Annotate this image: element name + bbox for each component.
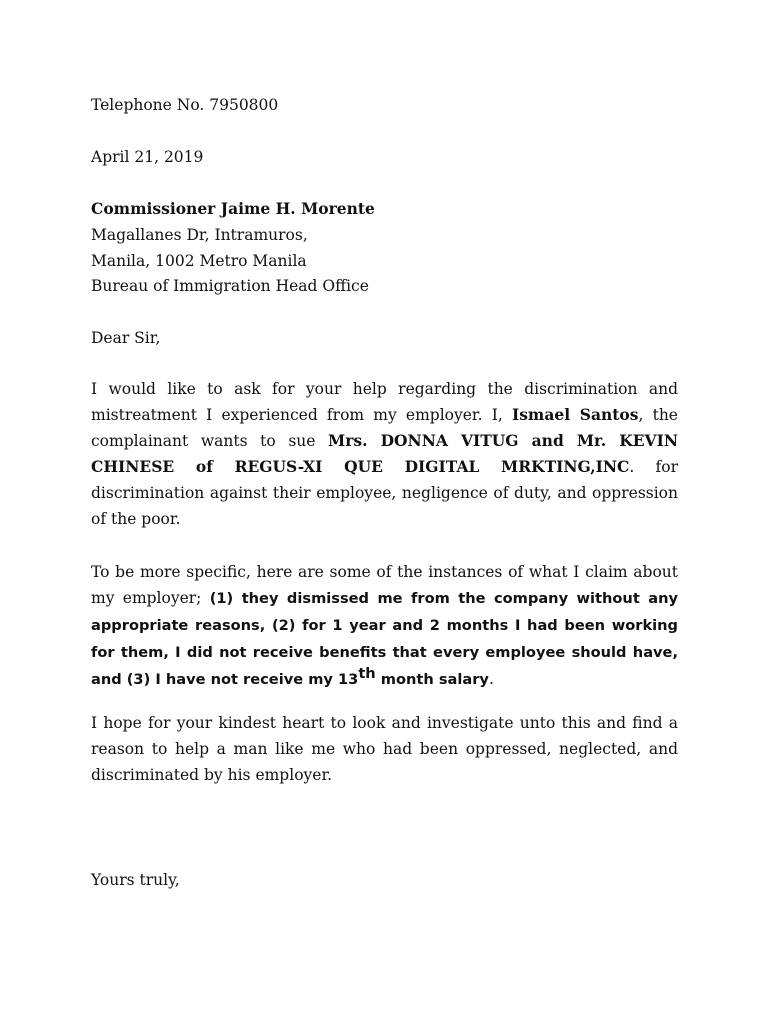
- paragraph-claims-period: .: [488, 670, 494, 688]
- paragraph-complaint-text-2: , the complainant wants to sue: [91, 406, 678, 450]
- ordinal-suffix: th: [358, 664, 376, 682]
- claims-list-end: month salary: [375, 671, 489, 688]
- recipient-address-line1: Magallanes Dr, Intramuros,: [91, 226, 308, 244]
- letter-date: April 21, 2019: [91, 148, 204, 166]
- paragraph-claims: [91, 559, 678, 693]
- paragraph-claims-intro: To be more specific, here are some of the instances of what I claim about my employer;: [91, 563, 678, 607]
- defendants: Mrs. DONNA VITUG and Mr. KEVIN CHINESE of REGUS-XI QUE DIGITAL MRKTING,INC: [91, 431, 678, 476]
- closing: Yours truly,: [91, 871, 180, 889]
- paragraph-complaint-text-3: . for discrimination against their employee, negligence of duty, and oppression of the poor.: [91, 458, 678, 528]
- paragraph-complaint: [91, 376, 678, 532]
- paragraph-complaint-text-1: I would like to ask for your help regarding the discrimination and mistreatment I experienced from my employer. I,: [91, 380, 678, 424]
- recipient-name: Commissioner Jaime H. Morente: [91, 199, 375, 218]
- recipient-address-line2: Manila, 1002 Metro Manila: [91, 252, 307, 270]
- salutation: Dear Sir,: [91, 329, 161, 347]
- complainant-name: Ismael Santos: [511, 405, 639, 424]
- claims-list: (1) they dismissed me from the company without any appropriate reasons, (2) for 1 year and 2 months I had been working for them, I did not receive benefits that every employee should have, and (3) I have not receive my 13: [91, 590, 679, 688]
- telephone-line: Telephone No. 7950800: [91, 96, 279, 114]
- recipient-office: Bureau of Immigration Head Office: [91, 277, 369, 295]
- paragraph-request: I hope for your kindest heart to look and investigate unto this and find a reason to help a man like me who had been oppressed, neglected, and discriminated by his employer.: [91, 714, 678, 784]
